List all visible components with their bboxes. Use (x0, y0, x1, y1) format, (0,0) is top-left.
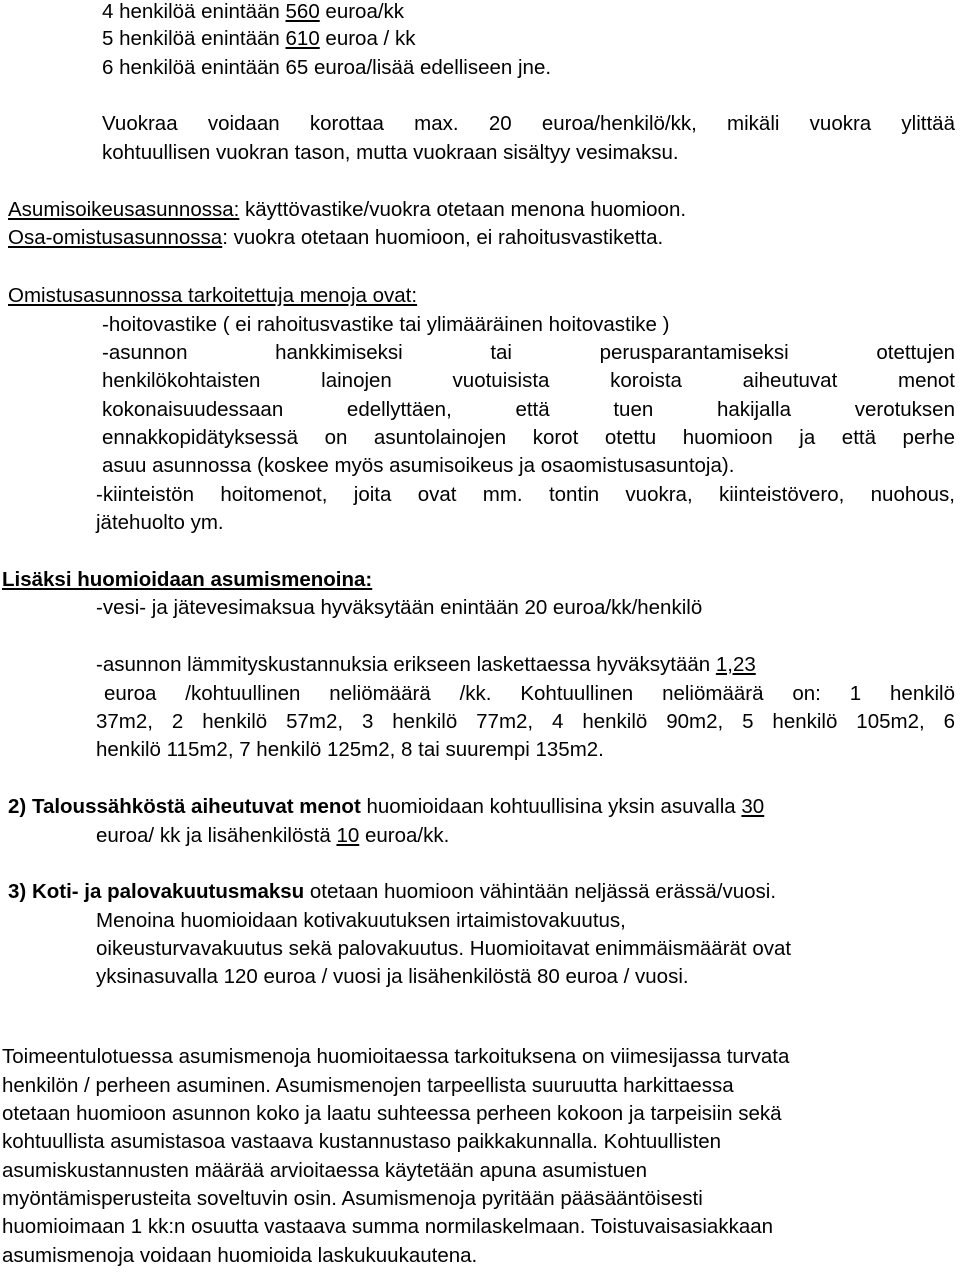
summary-line-6: myöntämisperusteita soveltuvin osin. Asumismenoja pyritään pääsääntöisesti (2, 1187, 703, 1210)
electricity-line-1 (8, 793, 764, 821)
summary-line-7: huomioimaan 1 kk:n osuutta vastaava summa normilaskelmaan. Toistuvaisasiakkaan (2, 1215, 774, 1238)
summary-line-8: asumismenoja voidaan huomioida laskukuukautena. (2, 1244, 478, 1267)
extra-text: -asunnon lämmityskustannuksia erikseen laskettaessa hyväksytään (96, 653, 716, 676)
osa-label: Osa-omistusasunnossa (8, 226, 223, 249)
extra-line-2 (96, 651, 756, 679)
limit-amount: 560 (285, 0, 320, 23)
electricity-text: euroa/kk. (359, 824, 450, 847)
owner-line-4: kokonaisuudessaan edellyttäen, että tuen hakijalla verotuksen (102, 398, 955, 421)
aso-label: Asumisoikeusasunnossa: (8, 198, 240, 221)
insurance-text: otetaan huomioon vähintään neljässä erässä/vuosi. (304, 880, 777, 903)
aso-line (8, 196, 686, 224)
summary-line-2: henkilön / perheen asuminen. Asumismenojen tarpeellista suuruutta harkittaessa (2, 1074, 734, 1097)
owner-line-2: -asunnon hankkimiseksi tai perusparantamiseksi otettujen (102, 341, 955, 364)
electricity-line-2 (96, 822, 449, 850)
limit-text: euroa / kk (319, 27, 416, 50)
electricity-text: huomioidaan kohtuullisina yksin asuvalla (360, 795, 742, 818)
insurance-line-4: yksinasuvalla 120 euroa / vuosi ja lisähenkilöstä 80 euroa / vuosi. (96, 965, 689, 988)
limit-line-6: 6 henkilöä enintään 65 euroa/lisää edelliseen jne. (102, 56, 552, 79)
summary-line-4: kohtuullista asumistasoa vastaava kustannustaso paikkakunnalla. Kohtuullisten (2, 1130, 722, 1153)
limit-text: 5 henkilöä enintään (102, 27, 286, 50)
extra-line-5: henkilö 115m2, 7 henkilö 125m2, 8 tai suurempi 135m2. (96, 738, 604, 761)
limit-text: euroa/kk (319, 0, 405, 23)
summary-line-3: otetaan huomioon asunnon koko ja laatu suhteessa perheen kokoon ja tarpeisiin sekä (2, 1102, 782, 1125)
osa-line (8, 224, 663, 252)
owner-line-1: -hoitovastike ( ei rahoitusvastike tai ylimääräinen hoitovastike ) (102, 313, 670, 336)
electricity-amount-single: 30 (741, 795, 765, 818)
limit-line-5 (102, 25, 415, 53)
aso-text: käyttövastike/vuokra otetaan menona huomioon. (239, 198, 687, 221)
owner-line-7: -kiinteistön hoitomenot, joita ovat mm. tontin vuokra, kiinteistövero, nuohous, (96, 483, 955, 506)
section-number: 3) (8, 880, 32, 903)
extra-heading: Lisäksi huomioidaan asumismenoina: (2, 568, 373, 591)
electricity-amount-extra: 10 (336, 824, 360, 847)
section-number: 2) (8, 795, 32, 818)
owner-heading: Omistusasunnossa tarkoitettuja menoja ovat: (8, 284, 418, 307)
owner-line-8: jätehuolto ym. (96, 511, 224, 534)
limit-text: 4 henkilöä enintään (102, 0, 286, 23)
raise-line-2: kohtuullisen vuokran tason, mutta vuokraan sisältyy vesimaksu. (102, 141, 679, 164)
extra-line-3: euroa /kohtuullinen neliömäärä /kk. Kohtuullinen neliömäärä on: 1 henkilö (104, 682, 955, 705)
owner-line-3: henkilökohtaisten lainojen vuotuisista koroista aiheutuvat menot (102, 369, 955, 392)
owner-line-6: asuu asunnossa (koskee myös asumisoikeus ja osaomistusasuntoja). (102, 454, 735, 477)
limit-amount: 610 (285, 27, 320, 50)
insurance-title: Koti- ja palovakuutusmaksu (31, 880, 305, 903)
summary-line-1: Toimeentulotuessa asumismenoja huomioitaessa tarkoituksena on viimesijassa turvata (2, 1045, 790, 1068)
insurance-line-2: Menoina huomioidaan kotivakuutuksen irtaimistovakuutus, (96, 909, 626, 932)
extra-line-4: 37m2, 2 henkilö 57m2, 3 henkilö 77m2, 4 henkilö 90m2, 5 henkilö 105m2, 6 (96, 710, 955, 733)
heating-amount: 1,23 (715, 653, 756, 676)
electricity-title: Taloussähköstä aiheutuvat menot (31, 795, 361, 818)
limit-line-4 (102, 0, 404, 26)
insurance-line-3: oikeusturvavakuutus sekä palovakuutus. Huomioitavat enimmäismäärät ovat (96, 937, 792, 960)
osa-text: : vuokra otetaan huomioon, ei rahoitusvastiketta. (222, 226, 664, 249)
extra-line-1: -vesi- ja jätevesimaksua hyväksytään enintään 20 euroa/kk/henkilö (96, 596, 703, 619)
summary-line-5: asumiskustannusten määrää arvioitaessa käytetään apuna asumistuen (2, 1159, 647, 1182)
raise-line-1: Vuokraa voidaan korottaa max. 20 euroa/henkilö/kk, mikäli vuokra ylittää (102, 112, 955, 135)
owner-line-5: ennakkopidätyksessä on asuntolainojen korot otettu huomioon ja että perhe (102, 426, 955, 449)
electricity-text: euroa/ kk ja lisähenkilöstä (96, 824, 337, 847)
insurance-line-1 (8, 878, 776, 906)
